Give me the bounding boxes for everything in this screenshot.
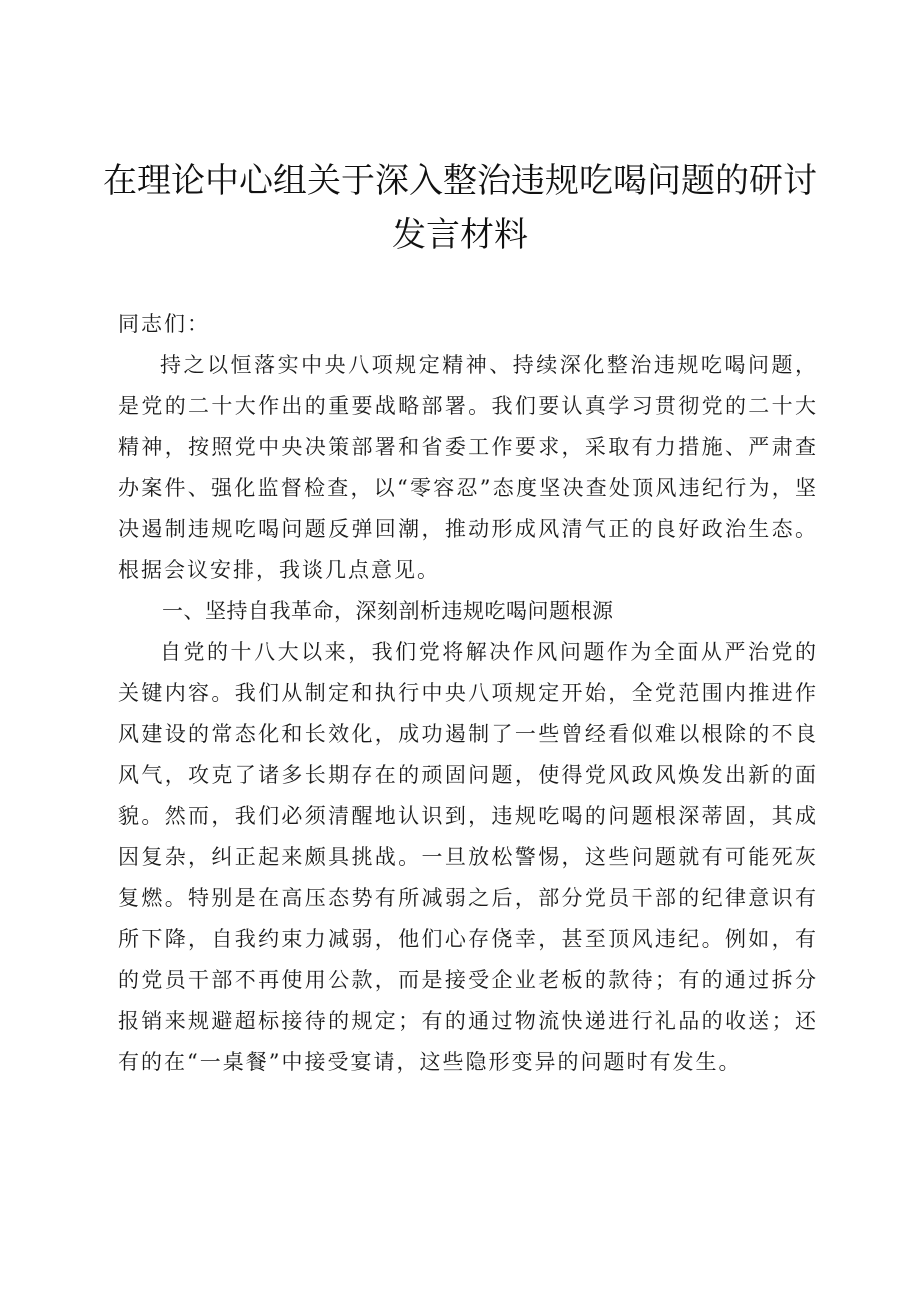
document-title: 在理论中心组关于深入整治违规吃喝问题的研讨发言材料 [103,161,817,255]
section-heading: 一、坚持自我革命，深刻剖析违规吃喝问题根源 [162,599,614,623]
section-paragraph: 自党的十八大以来，我们党将解决作风问题作为全面从严治党的关键内容。我们从制定和执行中央八项规定开始，全党范围内推进作风建设的常态化和长效化，成功遏制了一些曾经看似难以根除的不良风气，攻克了诸多长期存在的顽固问题，使得党风政风焕发出新的面貌。然而，我们必须清醒地认识到，违规吃喝的问题根深蒂固，其成因复杂，纠正起来颇具挑战。一旦放松警惕，这些问题就有可能死灰复燃。特别是在高压态势有所减弱之后，部分党员干部的纪律意识有所下降，自我约束力减弱，他们心存侥幸，甚至顶风违纪。例如，有的党员干部不再使用公款，而是接受企业老板的款待；有的通过拆分报销来规避超标接待的规定；有的通过物流快递进行礼品的收送；还有的在“一桌餐”中接受宴请，这些隐形变异的问题时有发生。 [118,640,818,1074]
intro-paragraph: 持之以恒落实中央八项规定精神、持续深化整治违规吃喝问题，是党的二十大作出的重要战略部署。我们要认真学习贯彻党的二十大精神，按照党中央决策部署和省委工作要求，采取有力措施、严肃查办案件、强化监督检查，以“零容忍”态度坚决查处顶风违纪行为，坚决遏制违规吃喝问题反弹回潮，推动形成风清气正的良好政治生态。根据会议安排，我谈几点意见。 [118,353,818,582]
salutation: 同志们： [118,312,210,336]
document-body [118,304,818,1083]
